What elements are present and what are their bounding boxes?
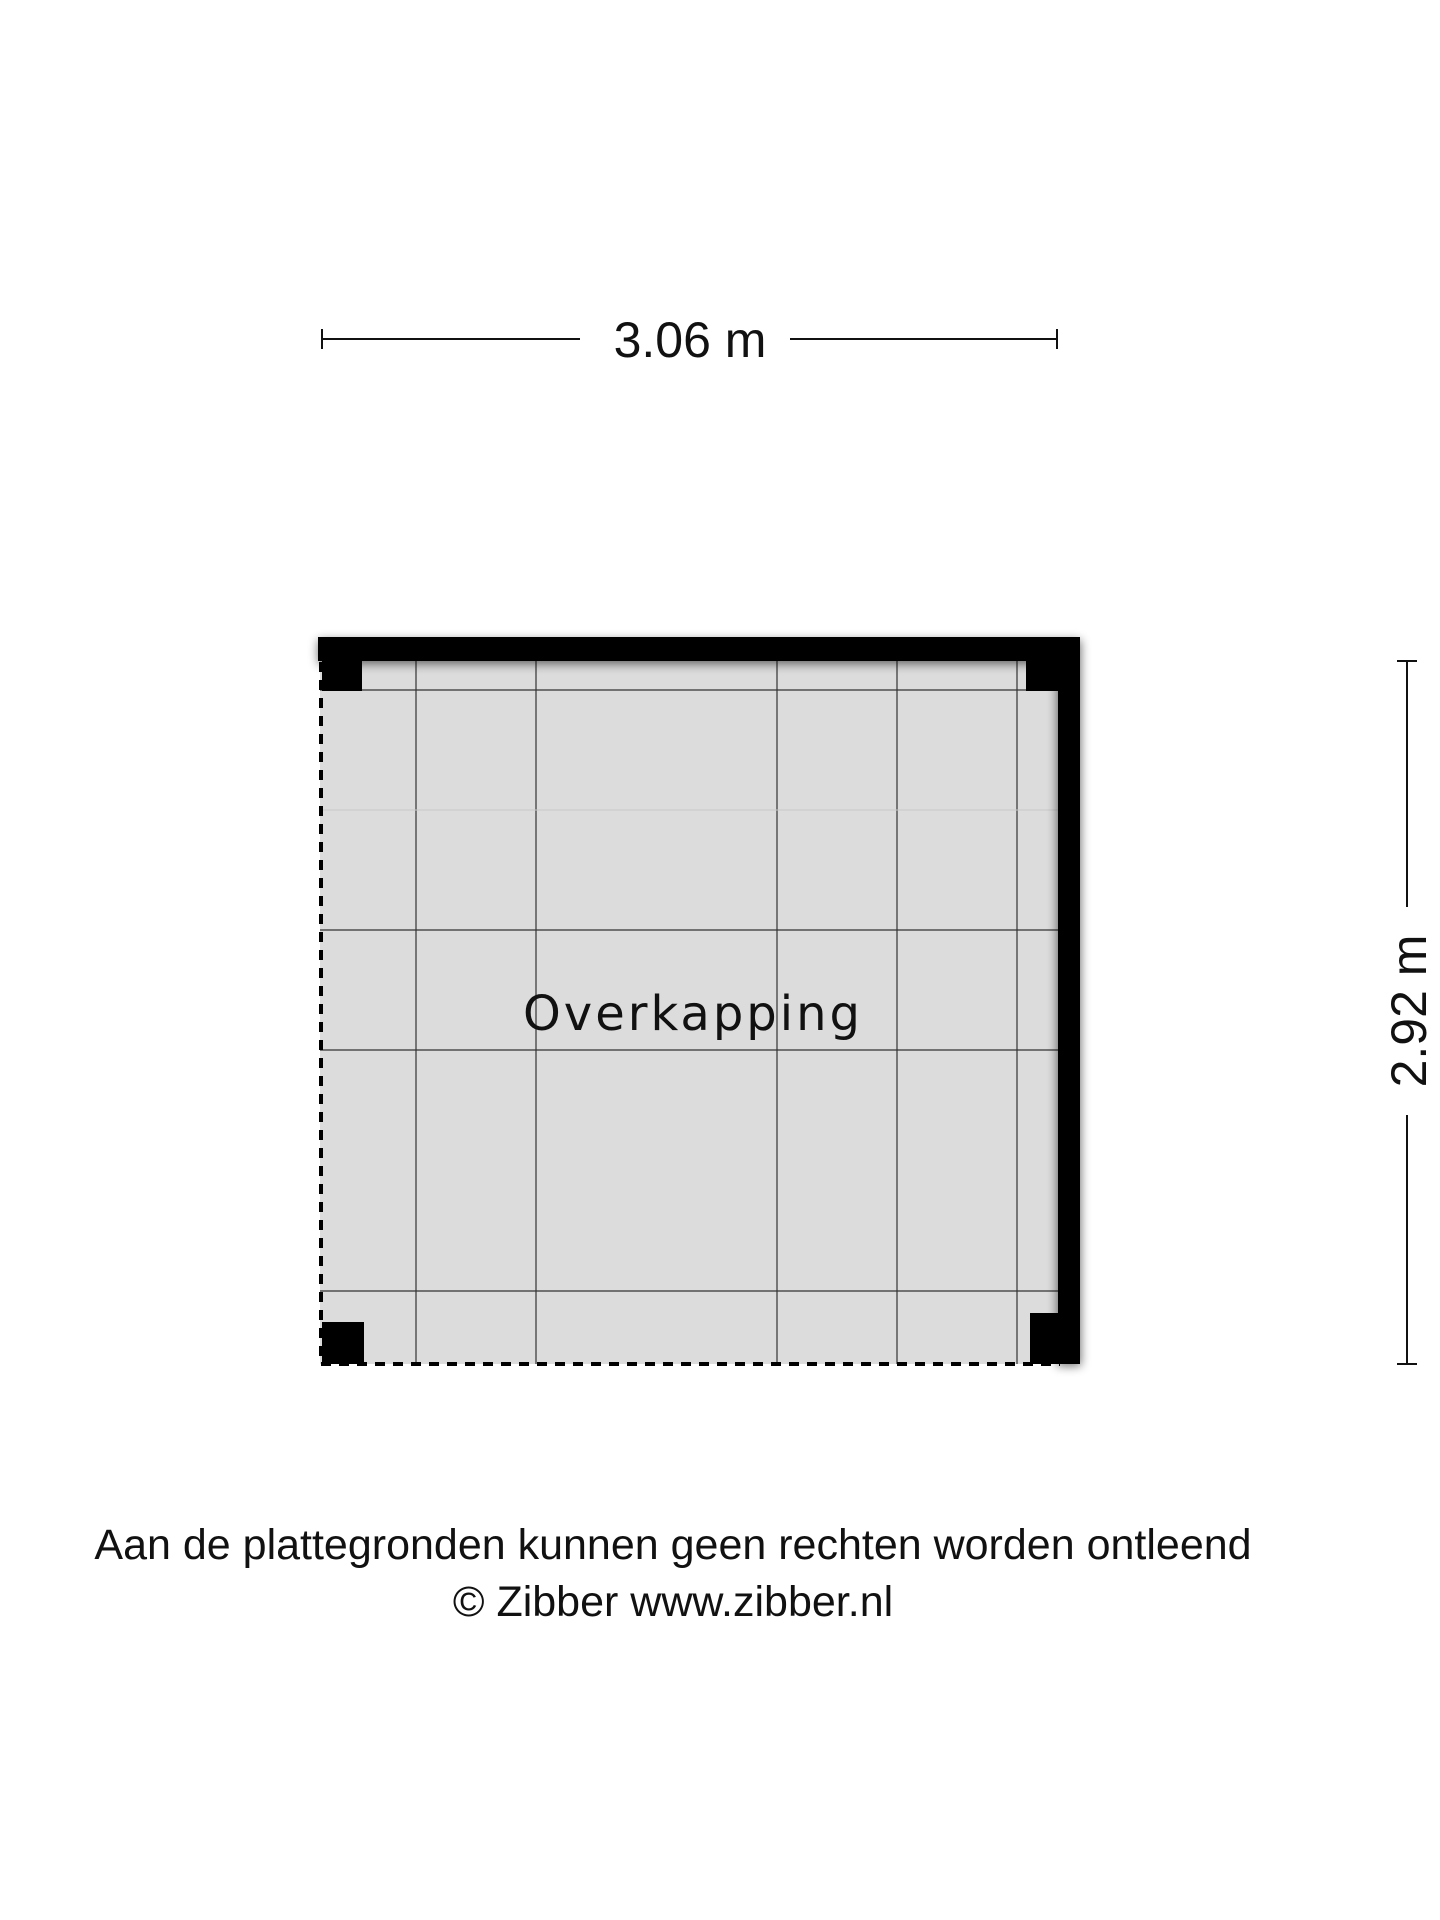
top-wall <box>318 637 1080 661</box>
column-top-left <box>322 655 362 691</box>
column-top-right <box>1026 655 1066 691</box>
height-dimension-label: 2.92 m <box>1381 934 1437 1088</box>
height-dimension <box>1381 661 1437 1364</box>
column-bottom-left <box>322 1322 364 1364</box>
width-dimension <box>322 312 1057 368</box>
room-label: Overkapping <box>523 986 863 1042</box>
disclaimer-text: Aan de plattegronden kunnen geen rechten worden ontleend <box>94 1521 1252 1569</box>
width-dimension-label: 3.06 m <box>613 312 767 368</box>
column-bottom-right <box>1030 1313 1066 1364</box>
right-wall <box>1058 637 1080 1364</box>
copyright-text: © Zibber www.zibber.nl <box>452 1578 894 1626</box>
